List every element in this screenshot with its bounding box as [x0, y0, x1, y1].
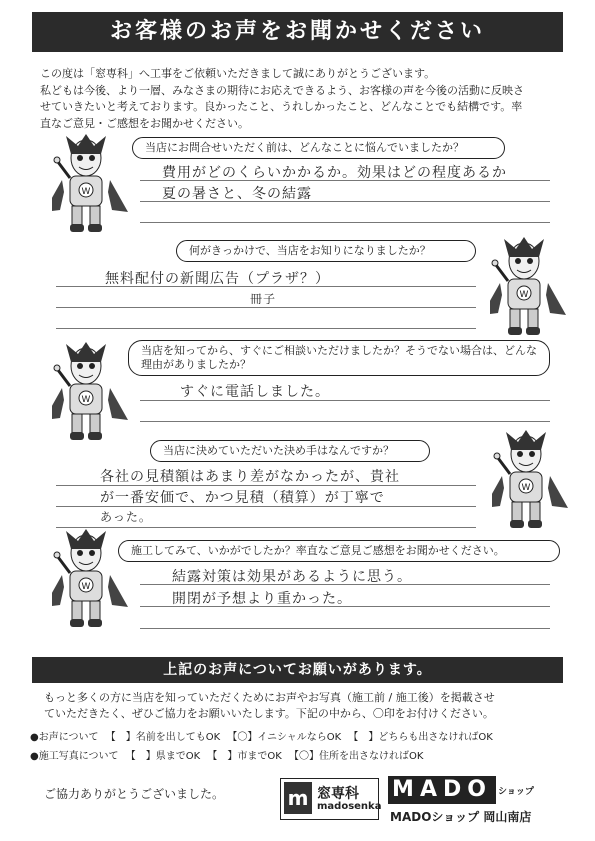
answer-text: 開閉が予想より重かった。 — [172, 591, 352, 607]
photo-option[interactable]: 【 】市までOK — [207, 751, 282, 762]
intro-line: 私どもは今後、より一層、みなさまの期待にお応えできるよう、お客様の声を今後の活動に反映さ — [40, 83, 524, 97]
answer-text: 無料配付の新聞広告（プラザ？） — [105, 271, 330, 287]
intro-line: この度は「窓専科」へ工事をご依頼いただきまして誠にありがとうございます。 — [40, 67, 436, 80]
page-title: お客様のお声をお聞かせください — [32, 12, 563, 52]
question-bubble: 何がきっかけで、当店をお知りになりましたか？ — [176, 240, 476, 262]
answer-text: 各社の見積額はあまり差がなかったが、貴社 — [100, 469, 400, 485]
mascot-illustration — [492, 428, 572, 533]
answer-text: あった。 — [100, 510, 152, 524]
answer-text: 費用がどのくらいかかるか。効果はどの程度あるか — [162, 165, 507, 181]
mascot-illustration — [52, 132, 132, 237]
intro-line: せていきたいと考えております。良かったこと、うれしかったこと、どんなことでも結構です。率 — [40, 100, 523, 113]
photo-option[interactable]: 【〇】住所を出さなければOK — [288, 751, 424, 762]
shop-name: MADOショップ 岡山南店 — [390, 810, 532, 824]
brand-jp: 窓専科 — [317, 786, 359, 802]
brand-en: madosenka — [317, 801, 382, 812]
photo-option[interactable]: 【 】県までOK — [125, 751, 201, 762]
mado-logo-text: MADO — [388, 776, 496, 804]
voice-label: ●お声について — [30, 732, 99, 743]
question-bubble: 当店を知ってから、すぐにご相談いただけましたか？そうでない場合は、どんな理由がありましたか？ — [128, 340, 550, 376]
mascot-illustration — [490, 235, 570, 340]
voice-option[interactable]: 【 】名前を出してもOK — [105, 732, 221, 743]
photo-label: ●施工写真について — [30, 751, 119, 762]
voice-options — [30, 728, 585, 743]
answer-text: すぐに電話しました。 — [180, 384, 330, 400]
intro-text — [40, 66, 562, 132]
mado-shop-logo — [388, 776, 540, 806]
madosenka-logo — [280, 778, 382, 820]
thanks-text: ご協力ありがとうございました。 — [44, 787, 225, 801]
answer-text: が一番安価で、かつ見積（積算）が丁寧で — [100, 490, 385, 506]
mascot-illustration — [52, 340, 132, 445]
window-logo-icon: m — [284, 782, 312, 814]
mado-logo-sub: ショップ — [498, 787, 534, 797]
voice-option[interactable]: 【 】どちらも出さなければOK — [348, 732, 493, 743]
answer-text: 冊子 — [250, 292, 277, 306]
answer-text: 結露対策は効果があるように思う。 — [172, 569, 412, 585]
question-bubble: 当店にお問合せいただく前は、どんなことに悩んでいましたか？ — [132, 137, 505, 159]
intro-line: 直なご意見・ご感想をお聞かせください。 — [40, 116, 249, 130]
request-line: ていただきたく、ぜひご協力をお願いいたします。下記の中から、〇印をお付けください。 — [44, 707, 494, 720]
request-heading: 上記のお声についてお願いがあります。 — [32, 657, 563, 683]
question-bubble: 当店に決めていただいた決め手はなんですか？ — [150, 440, 430, 462]
voice-option[interactable]: 【〇】イニシャルならOK — [227, 732, 342, 743]
question-bubble: 施工してみて、いかがでしたか？率直なご意見ご感想をお聞かせください。 — [118, 540, 560, 562]
answer-text: 夏の暑さと、冬の結露 — [162, 186, 312, 202]
request-text — [44, 690, 564, 722]
photo-options — [30, 747, 585, 762]
request-line: もっと多くの方に当店を知っていただくためにお声やお写真（施工前 / 施工後）を掲載させ — [44, 691, 495, 704]
